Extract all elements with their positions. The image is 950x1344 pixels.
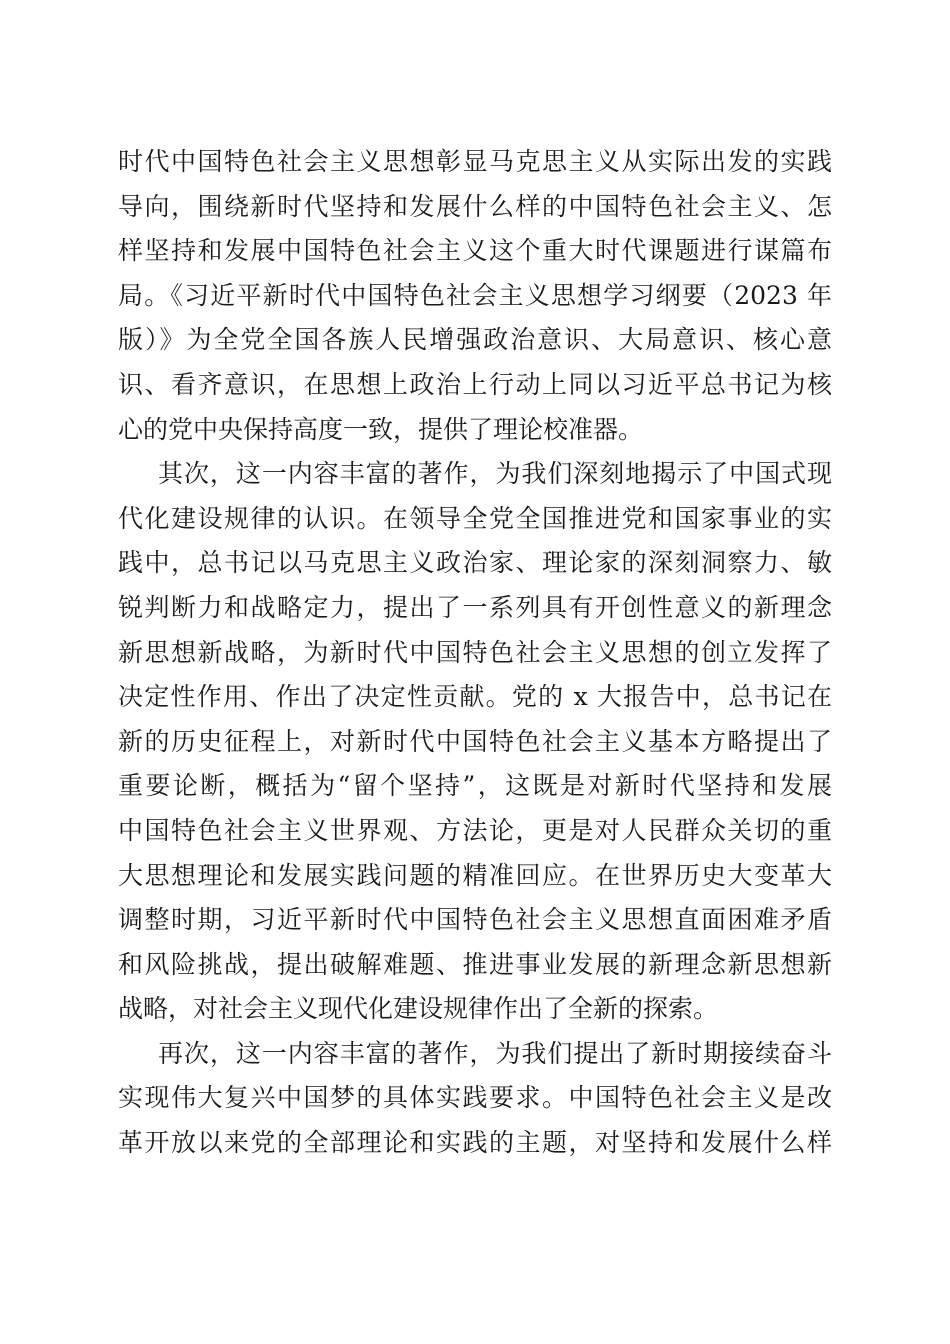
text-line: 践中，总书记以马克思主义政治家、理论家的深刻洞察力、敏 — [118, 548, 832, 578]
text-line: 革开放以来党的全部理论和实践的主题，对坚持和发展什么样 — [118, 1128, 832, 1158]
paragraph-3 — [118, 1032, 832, 1166]
text-line: 版）》为全党全国各族人民增强政治意识、大局意识、核心意 — [118, 325, 832, 355]
text-line: 决定性作用、作出了决定性贡献。党的 x 大报告中，总书记在 — [118, 682, 832, 712]
text-line: 代化建设规律的认识。在领导全党全国推进党和国家事业的实 — [118, 503, 832, 533]
text-line: 大思想理论和发展实践问题的精准回应。在世界历史大变革大 — [118, 860, 832, 890]
text-line: 中国特色社会主义世界观、方法论，更是对人民群众关切的重 — [118, 815, 832, 845]
text-line: 其次，这一内容丰富的著作，为我们深刻地揭示了中国式现 — [158, 459, 832, 489]
text-line: 导向，围绕新时代坚持和发展什么样的中国特色社会主义、怎 — [118, 191, 832, 221]
text-line: 样坚持和发展中国特色社会主义这个重大时代课题进行谋篇布 — [118, 236, 832, 266]
paragraph-1 — [118, 140, 832, 452]
text-line: 再次，这一内容丰富的著作，为我们提出了新时期接续奋斗 — [158, 1038, 832, 1068]
text-line: 时代中国特色社会主义思想彰显马克思主义从实际出发的实践 — [118, 147, 832, 176]
text-line: 识、看齐意识，在思想上政治上行动上同以习近平总书记为核 — [118, 369, 832, 399]
paragraph-2 — [118, 452, 832, 1032]
text-line: 局。《习近平新时代中国特色社会主义思想学习纲要（2023 年 — [118, 280, 832, 310]
text-line: 调整时期，习近平新时代中国特色社会主义思想直面困难矛盾 — [118, 905, 832, 935]
text-line: 重要论断，概括为“留个坚持”，这既是对新时代坚持和发展 — [118, 771, 832, 801]
text-line: 锐判断力和战略定力，提出了一系列具有开创性意义的新理念 — [118, 592, 832, 622]
document-body — [118, 140, 832, 1166]
text-line: 实现伟大复兴中国梦的具体实践要求。中国特色社会主义是改 — [118, 1083, 832, 1113]
text-line: 新思想新战略，为新时代中国特色社会主义思想的创立发挥了 — [118, 637, 832, 667]
text-line: 新的历史征程上，对新时代中国特色社会主义基本方略提出了 — [118, 726, 832, 756]
text-line: 和风险挑战，提出破解难题、推进事业发展的新理念新思想新 — [118, 949, 832, 979]
text-line: 战略，对社会主义现代化建设规律作出了全新的探索。 — [118, 994, 719, 1024]
text-line: 心的党中央保持高度一致，提供了理论校准器。 — [118, 414, 644, 444]
